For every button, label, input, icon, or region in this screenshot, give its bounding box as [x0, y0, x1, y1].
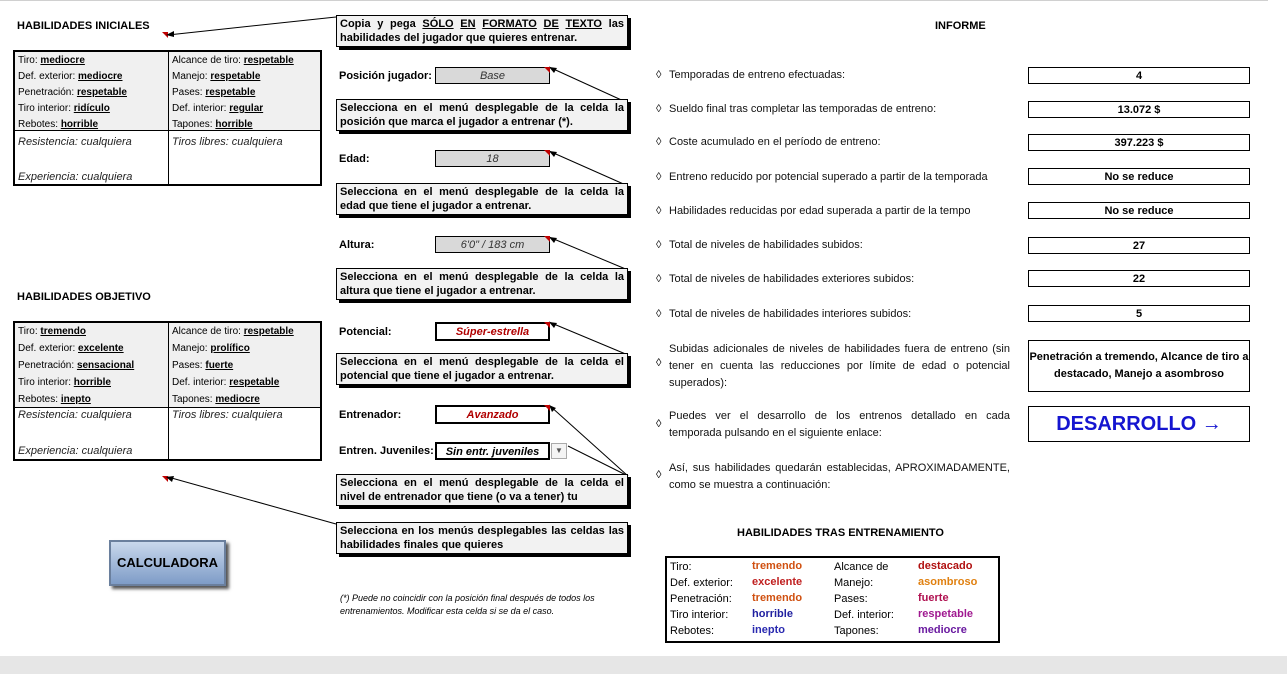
note-altura: Selecciona en el menú desplegable de la celda la altura que tiene el jugador a entrenar.: [336, 268, 628, 300]
tiros-libres: Tiros libres: cualquiera: [172, 136, 283, 148]
experiencia: Experiencia: cualquiera: [18, 445, 133, 457]
edad-label: Edad:: [339, 153, 370, 165]
note-edad: Selecciona en el menú desplegable de la celda la edad que tiene el jugador a entrenar.: [336, 183, 628, 215]
diamond-icon: ◊: [656, 357, 662, 369]
skill-def-interior: Def. interior: regular: [172, 103, 264, 114]
calculadora-button[interactable]: CALCULADORA: [109, 540, 226, 586]
resistencia: Resistencia: cualquiera: [18, 136, 132, 148]
desarrollo-label: Puedes ver el desarrollo de los entrenos detallado en cada temporada pulsando en el siguiente enlace:: [669, 410, 1010, 439]
edad-select[interactable]: 18: [435, 150, 550, 167]
juveniles-select[interactable]: Sin entr. juveniles: [435, 442, 550, 460]
report-row: ◊ Temporadas de entreno efectuadas:: [656, 69, 846, 81]
potencial-label: Potencial:: [339, 326, 392, 338]
skill-penetracion: Penetración: sensacional: [18, 360, 135, 371]
posicion-label: Posición jugador:: [339, 70, 432, 82]
skill-tapones: Tapones: mediocre: [172, 394, 260, 405]
diamond-icon: ◊: [656, 171, 662, 183]
note-posicion: Selecciona en el menú desplegable de la celda la posición que marca el jugador a entrenar (*).: [336, 99, 628, 131]
tiros-libres: Tiros libres: cualquiera: [172, 409, 283, 421]
report-value[interactable]: 397.223 $: [1028, 134, 1250, 151]
skill-def-interior: Def. interior: respetable: [172, 377, 280, 388]
diamond-icon: ◊: [656, 239, 662, 251]
skill-pases: Pases: respetable: [172, 87, 256, 98]
horizontal-scrollbar[interactable]: [0, 656, 1287, 674]
report-row: ◊ Sueldo final tras completar las temporadas de entreno:: [656, 103, 937, 115]
chevron-down-icon[interactable]: ▼: [551, 443, 567, 459]
report-value[interactable]: 22: [1028, 270, 1250, 287]
final-skills-box: Tiro: tremendo Alcance de destacado Def. exterior: excelente Manejo: asombroso Penetración: tremendo Pases: fuerte Tiro interior: horrible Def. interior: respetable Rebotes: inepto Tapones: mediocre: [665, 556, 1000, 643]
note-potencial: Selecciona en el menú desplegable de la celda el potencial que tiene el jugador a entrenar.: [336, 353, 628, 385]
skill-tiro: Tiro: mediocre: [18, 55, 85, 66]
report-value[interactable]: 5: [1028, 305, 1250, 322]
desarrollo-link[interactable]: DESARROLLO →: [1028, 406, 1250, 442]
skill-alcance: Alcance de tiro: respetable: [172, 326, 294, 337]
juveniles-label: Entren. Juveniles:: [339, 445, 434, 457]
skill-tiro: Tiro: tremendo: [18, 326, 86, 337]
experiencia: Experiencia: cualquiera: [18, 171, 133, 183]
potencial-select[interactable]: Súper-estrella: [435, 322, 550, 341]
skill-pases: Pases: fuerte: [172, 360, 234, 371]
diamond-icon: ◊: [656, 103, 662, 115]
asi-label: Así, sus habilidades quedarán establecidas, APROXIMADAMENTE, como se muestra a continuación:: [669, 462, 1010, 491]
report-value[interactable]: 27: [1028, 237, 1250, 254]
report-value[interactable]: 13.072 $: [1028, 101, 1250, 118]
extra-label: Subidas adicionales de niveles de habilidades fuera de entreno (sin tener en cuenta las reducciones por límite de edad o potencial superados):: [669, 343, 1010, 389]
extra-value[interactable]: Penetración a tremendo, Alcance de tiro a destacado, Manejo a asombroso: [1028, 340, 1250, 392]
report-value[interactable]: 4: [1028, 67, 1250, 84]
note-entrenador: Selecciona en el menú desplegable de la celda el nivel de entrenador que tiene (o va a tener) tu: [336, 474, 628, 506]
report-row: ◊ Total de niveles de habilidades exteriores subidos:: [656, 273, 915, 285]
skill-rebotes: Rebotes: horrible: [18, 119, 99, 130]
note-copy-paste: Copia y pega SÓLO EN FORMATO DE TEXTO las habilidades del jugador que quieres entrenar.: [336, 15, 628, 47]
report-row: ◊ Coste acumulado en el período de entreno:: [656, 136, 881, 148]
entrenador-label: Entrenador:: [339, 409, 402, 421]
initial-skills-title: HABILIDADES INICIALES: [17, 20, 150, 32]
report-title: INFORME: [935, 20, 986, 32]
skill-alcance: Alcance de tiro: respetable: [172, 55, 294, 66]
diamond-icon: ◊: [656, 69, 662, 81]
skill-def-exterior: Def. exterior: mediocre: [18, 71, 123, 82]
skill-manejo: Manejo: prolífico: [172, 343, 250, 354]
skill-tiro-interior: Tiro interior: horrible: [18, 377, 111, 388]
report-value[interactable]: No se reduce: [1028, 168, 1250, 185]
objective-skills-title: HABILIDADES OBJETIVO: [17, 291, 151, 303]
final-skills-title: HABILIDADES TRAS ENTRENAMIENTO: [737, 527, 944, 539]
diamond-icon: ◊: [656, 205, 662, 217]
report-value[interactable]: No se reduce: [1028, 202, 1250, 219]
skill-rebotes: Rebotes: inepto: [18, 394, 91, 405]
footnote: (*) Puede no coincidir con la posición final después de todos los entrenamientos. Modificar esta celda si se da el caso.: [340, 593, 595, 616]
skill-tapones: Tapones: horrible: [172, 119, 253, 130]
report-row: ◊ Entreno reducido por potencial superado a partir de la temporada: [656, 171, 988, 183]
diamond-icon: ◊: [656, 136, 662, 148]
resistencia: Resistencia: cualquiera: [18, 409, 132, 421]
altura-select[interactable]: 6'0" / 183 cm: [435, 236, 550, 253]
entrenador-select[interactable]: Avanzado: [435, 405, 550, 424]
diamond-icon: ◊: [656, 308, 662, 320]
right-margin: [1268, 0, 1287, 656]
diamond-icon: ◊: [656, 418, 662, 430]
altura-label: Altura:: [339, 239, 375, 251]
diamond-icon: ◊: [656, 469, 662, 481]
skill-penetracion: Penetración: respetable: [18, 87, 127, 98]
skill-manejo: Manejo: respetable: [172, 71, 261, 82]
posicion-select[interactable]: Base: [435, 67, 550, 84]
skill-def-exterior: Def. exterior: excelente: [18, 343, 124, 354]
report-row: ◊ Total de niveles de habilidades subidos:: [656, 239, 863, 251]
diamond-icon: ◊: [656, 273, 662, 285]
report-row: ◊ Habilidades reducidas por edad superada a partir de la tempo: [656, 205, 971, 217]
report-row: ◊ Total de niveles de habilidades interiores subidos:: [656, 308, 912, 320]
skill-tiro-interior: Tiro interior: ridículo: [18, 103, 110, 114]
note-finales: Selecciona en los menús desplegables las celdas las habilidades finales que quieres: [336, 522, 628, 554]
